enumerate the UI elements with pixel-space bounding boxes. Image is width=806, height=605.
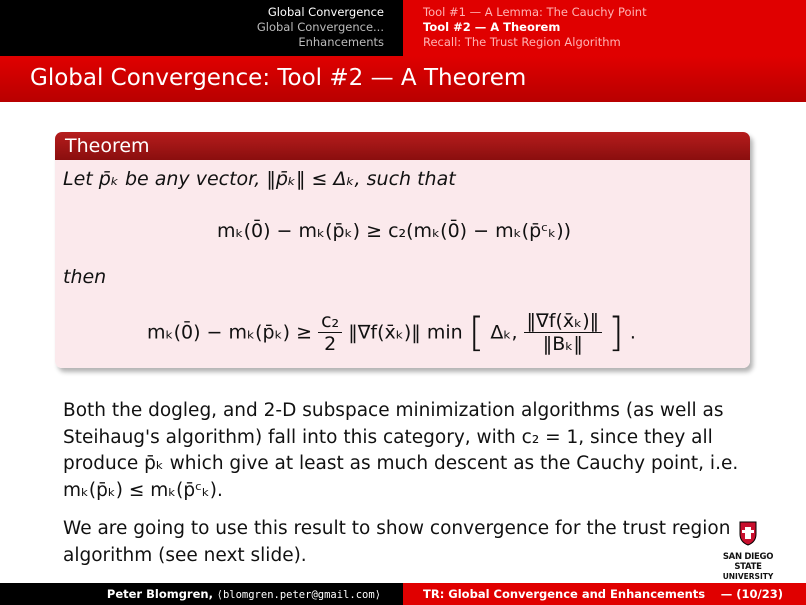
nav-subsection-tool2[interactable]: Tool #2 — A Theorem <box>423 20 561 34</box>
eq-fraction-c2 <box>318 310 342 355</box>
logo-line-1: SAN DIEGO STATE <box>722 552 774 572</box>
paragraph-line: mₖ(p̄ₖ) ≤ mₖ(p̄ᶜₖ). <box>63 479 223 501</box>
eq-delta: Δₖ, <box>490 321 518 344</box>
theorem-title: Theorem <box>55 132 750 160</box>
theorem-body <box>55 160 750 368</box>
paragraph-next <box>63 516 730 569</box>
theorem-block <box>55 132 750 368</box>
frame-title: Global Convergence: Tool #2 — A Theorem <box>30 65 527 91</box>
footer-email: ⟨blomgren.peter@gmail.com⟩ <box>216 589 381 601</box>
logo-line-2: UNIVERSITY <box>722 572 774 581</box>
university-logo <box>716 520 780 580</box>
nav-subsection-tool1[interactable]: Tool #1 — A Lemma: The Cauchy Point <box>423 5 647 19</box>
theorem-condition-equation: mₖ(0̄) − mₖ(p̄ₖ) ≥ c₂(mₖ(0̄) − mₖ(p̄ᶜₖ)) <box>217 220 572 242</box>
eq-inner-num: ‖∇f(x̄ₖ)‖ <box>524 310 603 333</box>
header-navigation <box>0 0 806 56</box>
footer-talk-title: TR: Global Convergence and Enhancements <box>423 587 706 601</box>
subsection-nav <box>403 0 806 56</box>
nav-subsection-recall[interactable]: Recall: The Trust Region Algorithm <box>423 35 621 49</box>
nav-section-global-convergence-2[interactable]: Global Convergence... <box>256 20 384 34</box>
paragraph-explanation <box>63 398 738 504</box>
frame-title-bar <box>0 56 806 102</box>
eq-end: . <box>629 321 636 344</box>
paragraph-line: produce p̄ₖ which give at least as much descent as the Cauchy point, i.e. <box>63 453 739 474</box>
theorem-then: then <box>63 266 107 288</box>
footer-talk <box>403 583 806 605</box>
theorem-statement: Let p̄ₖ be any vector, ‖p̄ₖ‖ ≤ Δₖ, such that <box>63 168 456 190</box>
paragraph-line: We are going to use this result to show convergence for the trust region <box>63 518 731 539</box>
paragraph-line: Both the dogleg, and 2-D subspace minimization algorithms (as well as <box>63 400 724 421</box>
paragraph-line: Steihaug's algorithm) fall into this category, with c₂ = 1, since they all <box>63 426 713 448</box>
footer-author <box>0 583 403 605</box>
eq-fraction-den: 2 <box>324 333 337 355</box>
eq-left: mₖ(0̄) − mₖ(p̄ₖ) ≥ <box>147 321 313 344</box>
eq-fraction-num: c₂ <box>318 310 342 333</box>
footer-author-name: Peter Blomgren, <box>106 587 213 601</box>
eq-inner-den: ‖Bₖ‖ <box>542 333 583 355</box>
left-bracket: [ <box>468 309 485 356</box>
theorem-result-equation <box>147 310 636 355</box>
eq-middle: ‖∇f(x̄ₖ)‖ min <box>348 321 463 344</box>
nav-section-enhancements[interactable]: Enhancements <box>298 35 384 49</box>
right-bracket: ] <box>608 309 624 356</box>
eq-fraction-gradient <box>524 310 603 355</box>
nav-section-global-convergence[interactable]: Global Convergence <box>267 5 384 19</box>
section-nav <box>0 0 403 56</box>
sdsu-shield-icon <box>738 520 758 546</box>
paragraph-line: algorithm (see next slide). <box>63 544 307 566</box>
footer <box>0 583 806 605</box>
footer-page-number: — (10/23) <box>720 587 783 601</box>
